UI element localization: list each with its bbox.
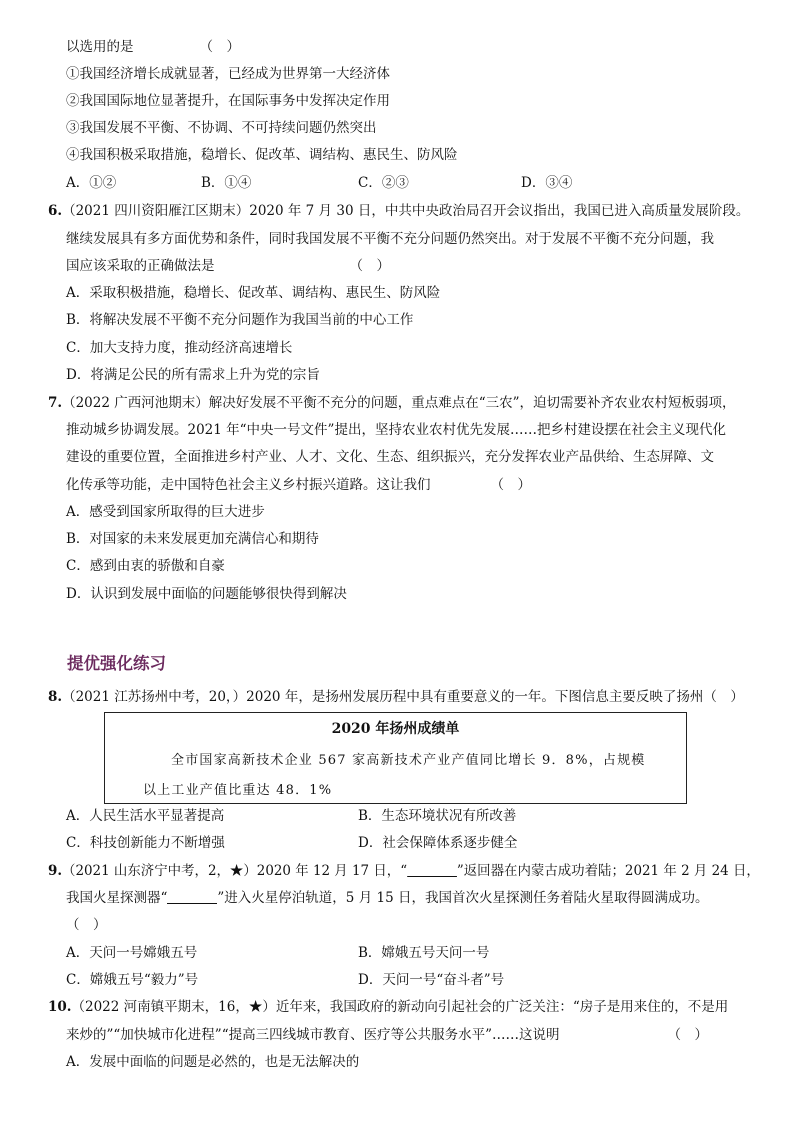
q7-line-2: 推动城乡协调发展。2021 年“中央一号文件”提出，坚持农业农村优先发展……把乡村建设摆在社会主义现代化 [66, 422, 726, 438]
q9-number: 9. [48, 863, 63, 879]
q8-option-c: C．科技创新能力不断增强 [66, 835, 225, 851]
q6-text-1: （2021 四川资阳雁江区期末）2020 年 7 月 30 日，中共中央政治局召开会议指出，我国已进入高质量发展阶段。 [62, 203, 750, 219]
q9-blank-2 [167, 889, 217, 904]
q5-option-b: B．①④ [201, 175, 252, 191]
q7-option-b: B．对国家的未来发展更加充满信心和期待 [66, 531, 319, 547]
q8-box-line-1: 全市国家高新技术企业 567 家高新技术产业产值同比增长 9．8%，占规模 [171, 753, 646, 768]
q5-stem-text: 以选用的是 [66, 39, 134, 55]
q6-answer-paren: （ ） [349, 258, 390, 274]
q7-line-3: 建设的重要位置，全面推进乡村产业、人才、文化、生态、组织振兴，充分发挥农业产品供给、生态屏障、文 [66, 449, 714, 465]
q7-option-a: A．感受到国家所取得的巨大进步 [66, 504, 265, 520]
q10-line-1 [48, 998, 728, 1016]
q8-box-title: 2020 年扬州成绩单 [331, 721, 460, 737]
q9-text-2b: ”进入火星停泊轨道，5 月 15 日，我国首次火星探测任务着陆火星取得圆满成功。 [217, 890, 709, 906]
q8-option-b: B．生态环境状况有所改善 [358, 808, 517, 824]
q8-line-1 [48, 688, 744, 706]
q9-line-1 [48, 862, 760, 880]
q10-option-a: A．发展中面临的问题是必然的，也是无法解决的 [66, 1054, 360, 1070]
q6-text-3: 国应该采取的正确做法是 [66, 258, 215, 274]
q9-text-1b: ”返回器在内蒙古成功着陆；2021 年 2 月 24 日， [456, 863, 760, 879]
q10-text-1: （2022 河南镇平期末，16，★）近年来，我国政府的新动向引起社会的广泛关注：“房子是用来住的，不是用 [71, 999, 729, 1015]
q5-option-c: C．②③ [358, 175, 409, 191]
q8-box-line-2: 以上工业产值比重达 48．1% [143, 783, 333, 798]
q6-option-c: C．加大支持力度，推动经济高速增长 [66, 340, 293, 356]
q9-blank-1 [407, 862, 457, 877]
q9-line-2 [66, 889, 708, 907]
q6-line-2: 继续发展具有多方面优势和条件，同时我国发展不平衡不充分问题仍然突出。对于发展不平衡不充分问题，我 [66, 231, 714, 247]
q6-line-1 [48, 202, 749, 220]
q7-option-d: D．认识到发展中面临的问题能够很快得到解决 [66, 586, 347, 602]
section-title: 提优强化练习 [67, 654, 166, 673]
q7-text-4: 化传承等功能，走中国特色社会主义乡村振兴道路。这让我们 [66, 477, 431, 493]
q9-text-1a: （2021 山东济宁中考，2，★）2020 年 12 月 17 日，“ [62, 863, 408, 879]
q5-option-a: A．①② [66, 175, 117, 191]
q10-number: 10. [48, 999, 72, 1015]
q6-number: 6. [48, 203, 63, 219]
q6-option-b: B．将解决发展不平衡不充分问题作为我国当前的中心工作 [66, 312, 414, 328]
q8-option-a: A．人民生活水平显著提高 [66, 808, 225, 824]
q7-text-1: （2022 广西河池期末）解决好发展不平衡不充分的问题，重点难点在“三农”，迫切需要补齐农业农村短板弱项， [62, 395, 736, 411]
q5-statement-3: ③我国发展不平衡、不协调、不可持续问题仍然突出 [66, 120, 377, 136]
q9-option-d: D．天问一号“奋斗者”号 [358, 972, 505, 988]
q6-option-d: D．将满足公民的所有需求上升为党的宗旨 [66, 367, 320, 383]
q9-option-b: B．嫦娥五号天问一号 [358, 945, 490, 961]
q5-statement-4: ④我国积极采取措施，稳增长、促改革、调结构、惠民生、防风险 [66, 147, 458, 163]
q8-text-1: （2021 江苏扬州中考，20，）2020 年，是扬州发展历程中具有重要意义的一年。下图信息主要反映了扬州（ ） [62, 689, 744, 705]
q9-option-c: C．嫦娥五号“毅力”号 [66, 972, 199, 988]
q7-line-1 [48, 394, 736, 412]
q10-line-2 [66, 1026, 708, 1044]
q8-info-box [104, 712, 687, 804]
q8-option-d: D．社会保障体系逐步健全 [358, 835, 518, 851]
q9-answer-paren: （ ） [66, 917, 107, 933]
q7-option-c: C．感到由衷的骄傲和自豪 [66, 558, 225, 574]
q6-option-a: A．采取积极措施，稳增长、促改革、调结构、惠民生、防风险 [66, 285, 441, 301]
q10-answer-paren: （ ） [667, 1027, 709, 1043]
q9-text-2a: 我国火星探测器“ [66, 890, 168, 906]
q5-stem-end [66, 38, 240, 56]
q7-answer-paren: （ ） [490, 477, 531, 493]
q5-statement-2: ②我国国际地位显著提升，在国际事务中发挥决定作用 [66, 93, 390, 109]
q5-answer-paren: （ ） [199, 39, 240, 55]
q6-line-3 [66, 257, 390, 275]
q5-option-d: D．③④ [521, 175, 573, 191]
q10-text-2: 来炒的”“加快城市化进程”“提高三四线城市教育、医疗等公共服务水平”……这说明 [66, 1027, 560, 1043]
q7-line-4 [66, 476, 531, 494]
q7-number: 7. [48, 395, 63, 411]
q9-option-a: A．天问一号嫦娥五号 [66, 945, 198, 961]
q5-statement-1: ①我国经济增长成就显著，已经成为世界第一大经济体 [66, 66, 390, 82]
q8-number: 8. [48, 689, 63, 705]
